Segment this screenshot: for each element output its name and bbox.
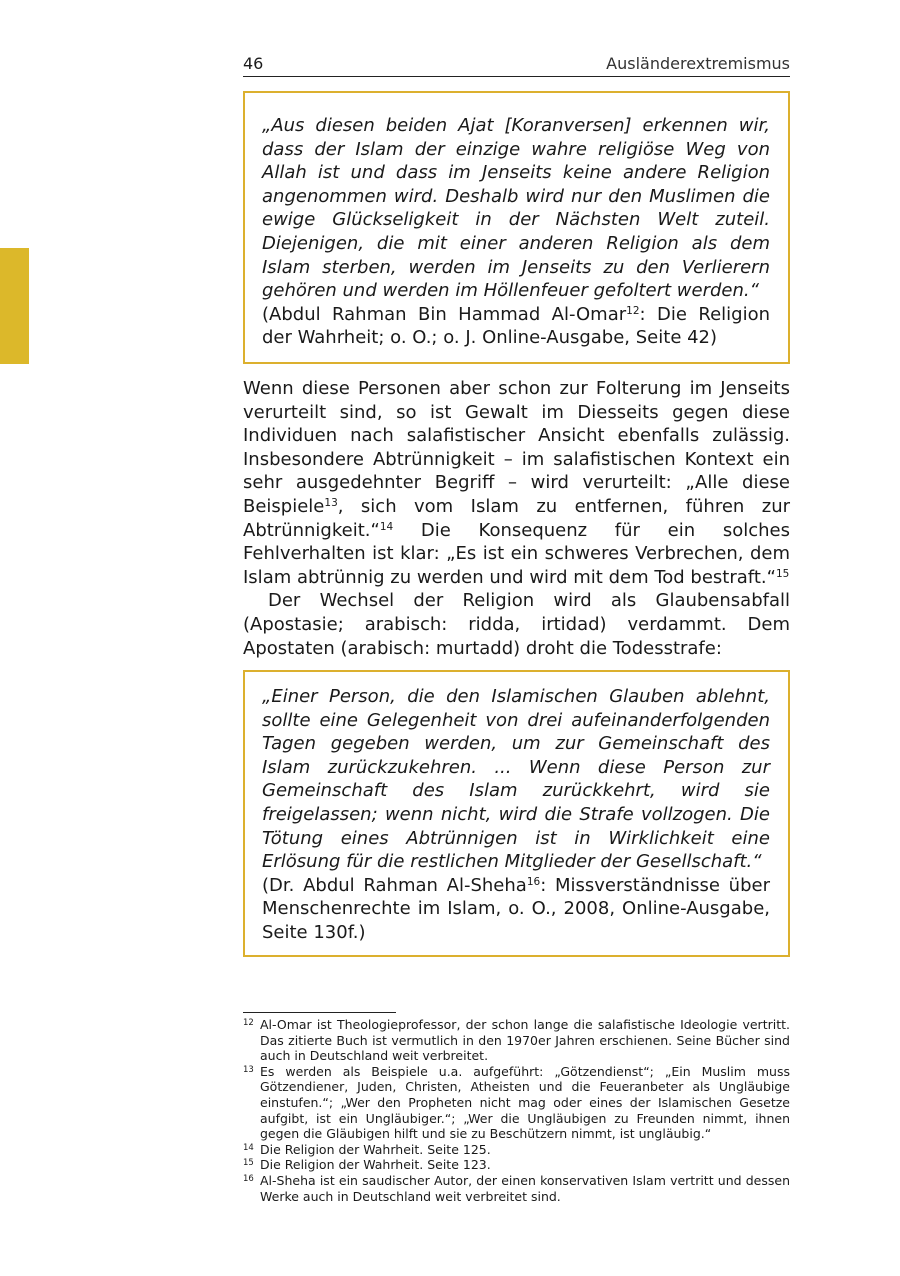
footnote-number: 16 [243, 1173, 254, 1184]
running-title: Ausländerextremismus [606, 54, 790, 73]
footnote-13 [243, 1064, 790, 1142]
footnote-ref-16: 16 [526, 875, 541, 888]
footnote-number: 15 [243, 1158, 254, 1169]
footnote-number: 14 [243, 1142, 254, 1153]
quote-box-2 [243, 670, 790, 957]
footnote-text: Al-Omar ist Theologieprofessor, der schon lange die salafistische Ideologie vertritt. Das zitierte Buch ist vermutlich in den 1970er Jahren erschienen. Seine Bücher sind auch in Deutschland weit verbreitet. [260, 1017, 790, 1064]
quote-2-citation [262, 874, 770, 945]
quote-1-citation [262, 303, 770, 350]
quote-box-1 [243, 91, 790, 364]
page-header [243, 52, 790, 77]
footnote-text: Die Religion der Wahrheit. Seite 123. [260, 1157, 491, 1173]
body-text [243, 377, 790, 660]
footnote-number: 13 [243, 1064, 254, 1075]
chapter-color-tab [0, 248, 29, 364]
footnote-16 [243, 1173, 790, 1204]
footnote-ref-14: 14 [379, 520, 394, 533]
footnote-ref-12: 12 [626, 304, 640, 317]
footnote-separator [243, 1012, 396, 1013]
footnote-number: 12 [243, 1018, 254, 1028]
footnote-ref-13: 13 [324, 496, 338, 509]
quote-1-citation-source: (Abdul Rahman Bin Hammad Al-Omar [262, 303, 627, 325]
footnote-ref-15: 15 [775, 567, 790, 580]
paragraph-1-part-c: Die Konsequenz für ein solches Fehlverhalten ist klar: „Es ist ein schweres Verbrechen, dem Islam abtrünnig zu werden und wird mit dem Tod bestraft.“ [243, 519, 790, 588]
footnote-14 [243, 1142, 790, 1158]
quote-2-citation-details: : Missverständnisse über Menschenrechte im Islam, o. O., 2008, Online-Ausgabe, Seite 130f.) [262, 874, 770, 943]
footnote-12 [243, 1017, 790, 1064]
quote-1-citation-details: : Die Religion der Wahrheit; o. O.; o. J. Online-Ausgabe, Seite 42) [262, 303, 770, 349]
footnote-text: Es werden als Beispiele u.a. aufgeführt: „Götzendienst“; „Ein Muslim muss Götzendiener, Juden, Christen, Atheisten und die Feueranbeter als Ungläubige einstufen.“; „Wer den Propheten nicht mag oder eines der Islamischen Gesetze aufgibt, ist ein Ungläubiger.“; „Wer die Ungläubigen zu Freunden nimmt, ihnen gegen die Gläubigen hilft und sie zu Beschützern nimmt, ist ungläubig.“ [260, 1063, 790, 1142]
quote-2-text: „Einer Person, die den Islamischen Glauben ablehnt, sollte eine Gelegenheit von drei aufeinanderfolgenden Tagen gegeben werden, um zur Gemeinschaft des Islam zurückzukehren. ... Wenn diese Person zur Gemeinschaft des Islam zurückkehrt, wird sie freigelassen; wenn nicht, wird die Strafe vollzogen. Die Tötung eines Abtrünnigen ist in Wirklichkeit eine Erlösung für die restlichen Mitglieder der Gesellschaft.“ [262, 686, 770, 873]
page-number: 46 [243, 54, 264, 73]
footnote-text: Al-Sheha ist ein saudischer Autor, der einen konservativen Islam vertritt und dessen Werke auch in Deutschland weit verbreitet sind. [260, 1172, 790, 1204]
footnote-15 [243, 1157, 790, 1173]
quote-2-citation-source: (Dr. Abdul Rahman Al-Sheha [262, 874, 527, 896]
footnote-text: Die Religion der Wahrheit. Seite 125. [260, 1141, 491, 1157]
quote-1-text: „Aus diesen beiden Ajat [Koranversen] erkennen wir, dass der Islam der einzige wahre religiöse Weg von Allah ist und dass im Jenseits keine andere Religion angenommen wird. Deshalb wird nur den Muslimen die ewige Glückseligkeit in der Nächsten Welt zuteil. Diejenigen, die mit einer anderen Religion als dem Islam sterben, werden im Jenseits zu den Verlierern gehören und werden im Höllenfeuer gefoltert werden.“ [262, 115, 770, 302]
footnotes [243, 1017, 790, 1204]
paragraph-1 [243, 377, 790, 589]
paragraph-1-part-b: , sich vom Islam zu entfernen, führen zur Abtrünnigkeit.“ [243, 495, 790, 541]
paragraph-2: Der Wechsel der Religion wird als Glaubensabfall (Apostasie; arabisch: ridda, irtidad) verdammt. Dem Apostaten (arabisch: murtadd) droht die Todesstrafe: [243, 590, 790, 659]
paragraph-1-part-a: Wenn diese Personen aber schon zur Folterung im Jenseits verurteilt sind, so ist Gewalt im Diesseits gegen diese Individuen nach salafistischer Ansicht ebenfalls zulässig. Insbesondere Abtrünnigkeit – im salafistischen Kontext ein sehr ausgedehnter Begriff – wird verurteilt: „Alle diese Beispiele [243, 378, 790, 517]
